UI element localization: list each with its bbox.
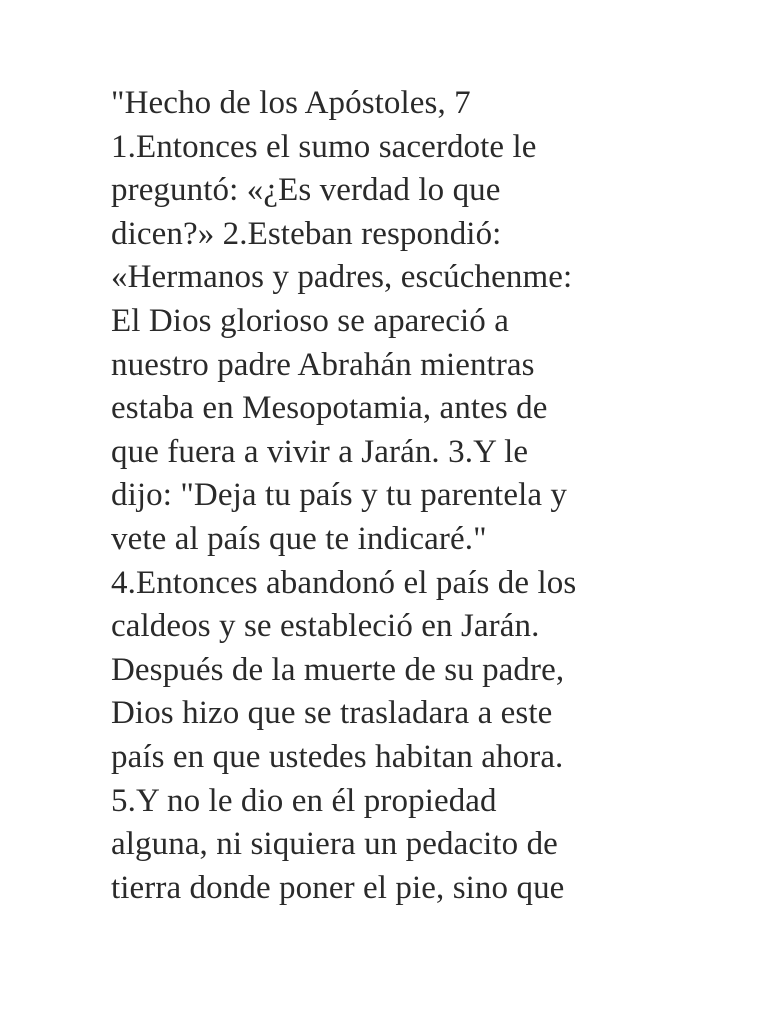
text-line: dicen?» 2.Esteban respondió: xyxy=(111,215,502,252)
text-line: Después de la muerte de su padre, xyxy=(111,651,565,688)
text-line: alguna, ni siquiera un pedacito de xyxy=(111,826,558,863)
text-line: estaba en Mesopotamia, antes de xyxy=(111,390,548,427)
text-line: 5.Y no le dio en él propiedad xyxy=(111,782,497,819)
text-line: 4.Entonces abandonó el país de los xyxy=(111,564,577,601)
text-line: tierra donde poner el pie, sino que xyxy=(111,869,565,906)
text-line: "Hecho de los Apóstoles, 7 xyxy=(111,85,471,121)
text-line: «Hermanos y padres, escúchenme: xyxy=(111,259,573,296)
text-line: caldeos y se estableció en Jarán. xyxy=(111,608,540,645)
text-line: preguntó: «¿Es verdad lo que xyxy=(111,172,501,209)
text-line: que fuera a vivir a Jarán. 3.Y le xyxy=(111,433,529,470)
text-line: 1.Entonces el sumo sacerdote le xyxy=(111,128,537,165)
document-text xyxy=(111,82,711,910)
text-line: El Dios glorioso se apareció a xyxy=(111,302,509,339)
text-line: vete al país que te indicaré." xyxy=(111,520,487,557)
text-line: país en que ustedes habitan ahora. xyxy=(111,738,564,775)
text-line: Dios hizo que se trasladara a este xyxy=(111,695,553,732)
text-line: nuestro padre Abrahán mientras xyxy=(111,346,535,383)
text-line: dijo: "Deja tu país y tu parentela y xyxy=(111,477,568,514)
